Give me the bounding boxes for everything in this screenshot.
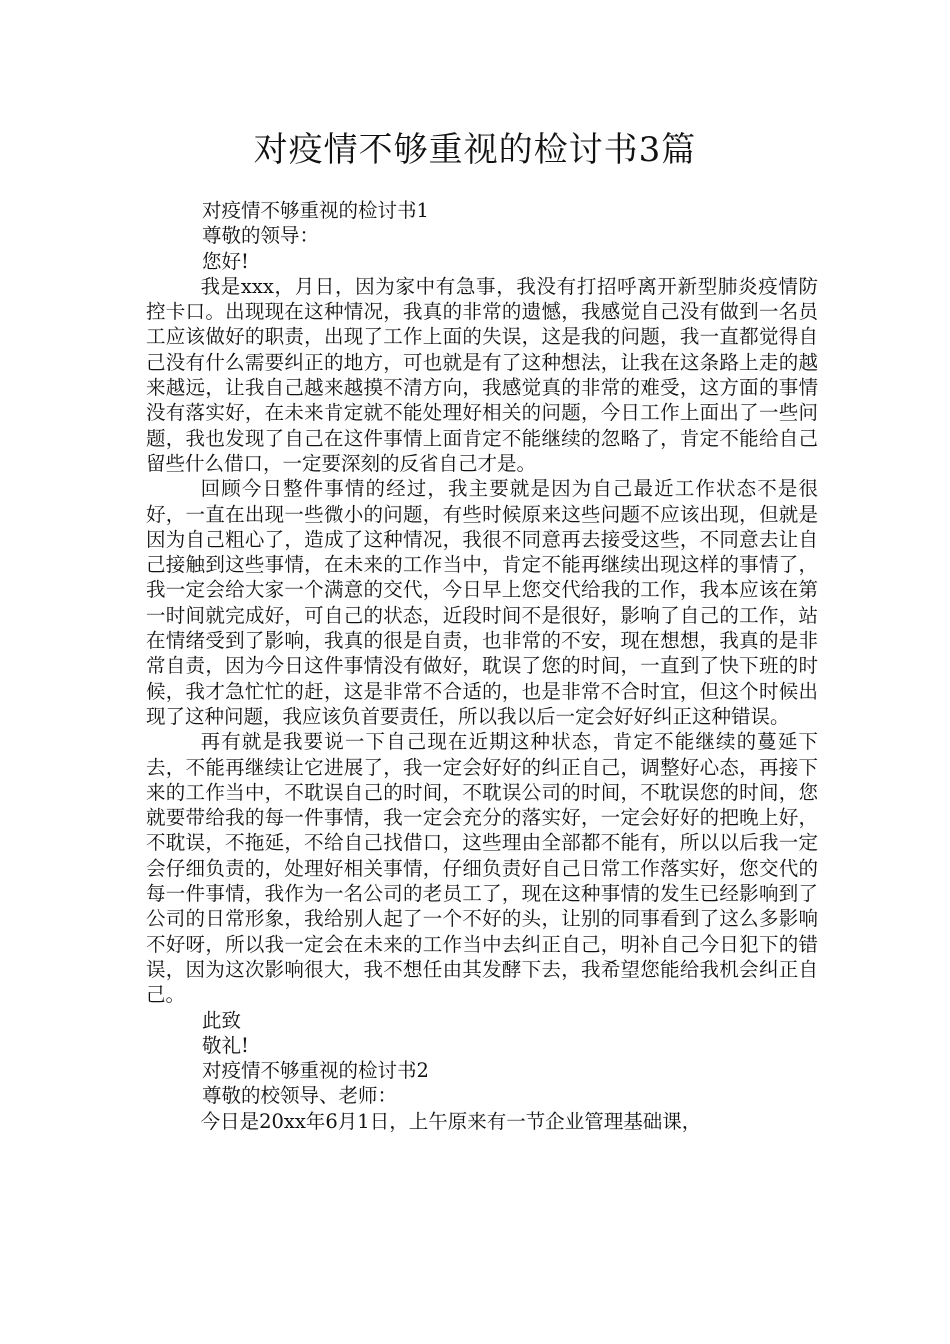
section-1-salutation: 尊敬的领导： bbox=[202, 224, 320, 248]
section-2-salutation: 尊敬的校领导、老师： bbox=[202, 1084, 398, 1108]
section-1-heading: 对疫情不够重视的检讨书1 bbox=[202, 199, 429, 222]
section-1-paragraph-2: 回顾今日整件事情的经过，我主要就是因为自己最近工作状态不是很好，一直在出现一些微小的问题，有些时候原来这些问题不应该出现，但就是因为自己粗心了，造成了这种情况，我很不同意再去接受这些，不同意去让自己接触到这些事情，在未来的工作当中，肯定不能再继续出现这样的事情了，我一定会给大家一个满意的交代，今日早上您交代给我的工作，我本应该在第一时间就完成好，可自己的状态，近段时间不是很好，影响了自己的工作，站在情绪受到了影响，我真的很是自责，也非常的不安，现在想想，我真的是非常自责，因为今日这件事情没有做好，耽误了您的时间，一直到了快下班的时候，我才急忙忙的赶，这是非常不合适的，也是非常不合时宜，但这个时候出现了这种问题，我应该负首要责任，所以我以后一定会好好纠正这种错误。 bbox=[146, 477, 818, 728]
section-1-closing-2: 敬礼! bbox=[202, 1033, 249, 1057]
section-2-paragraph-1: 今日是20xx年6月1日，上午原来有一节企业管理基础课， bbox=[200, 1109, 702, 1133]
section-2-heading: 对疫情不够重视的检讨书2 bbox=[202, 1059, 429, 1083]
document-title: 对疫情不够重视的检讨书3篇 bbox=[253, 130, 697, 170]
section-1-greeting: 您好! bbox=[202, 249, 249, 273]
document-body bbox=[146, 198, 818, 1134]
section-1-paragraph-1: 我是xxx，月日，因为家中有急事，我没有打招呼离开新型肺炎疫情防控卡口。出现现在这种情况，我真的非常的遗憾，我感觉自己没有做到一名员工应该做好的职责，出现了工作上面的失误，这是我的问题，我一直都觉得自己没有什么需要纠正的地方，可也就是有了这种想法，让我在这条路上走的越来越远，让我自己越来越摸不清方向，我感觉真的非常的难受，这方面的事情没有落实好，在未来肯定就不能处理好相关的问题，今日工作上面出了一些问题，我也发现了自己在这件事情上面肯定不能继续的忽略了，肯定不能给自己留些什么借口，一定要深刻的反省自己才是。 bbox=[146, 274, 818, 475]
section-1-paragraph-3: 再有就是我要说一下自己现在近期这种状态，肯定不能继续的蔓延下去，不能再继续让它进展了，我一定会好好的纠正自己，调整好心态，再接下来的工作当中，不耽误自己的时间，不耽误公司的时间，不耽误您的时间，您就要带给我的每一件事情，我一定会充分的落实好，一定会好好的把晚上好，不耽误，不拖延，不给自己找借口，这些理由全部都不能有，所以以后我一定会仔细负责的，处理好相关事情，仔细负责好自己日常工作落实好，您交代的每一件事情，我作为一名公司的老员工了，现在这种事情的发生已经影响到了公司的日常形象，我给别人起了一个不好的头，让别的同事看到了这么多影响不好呀，所以我一定会在未来的工作当中去纠正自己，明补自己今日犯下的错误，因为这次影响很大，我不想任由其发酵下去，我希望您能给我机会纠正自己。 bbox=[146, 730, 818, 1007]
section-1-closing-1: 此致 bbox=[202, 1008, 242, 1032]
